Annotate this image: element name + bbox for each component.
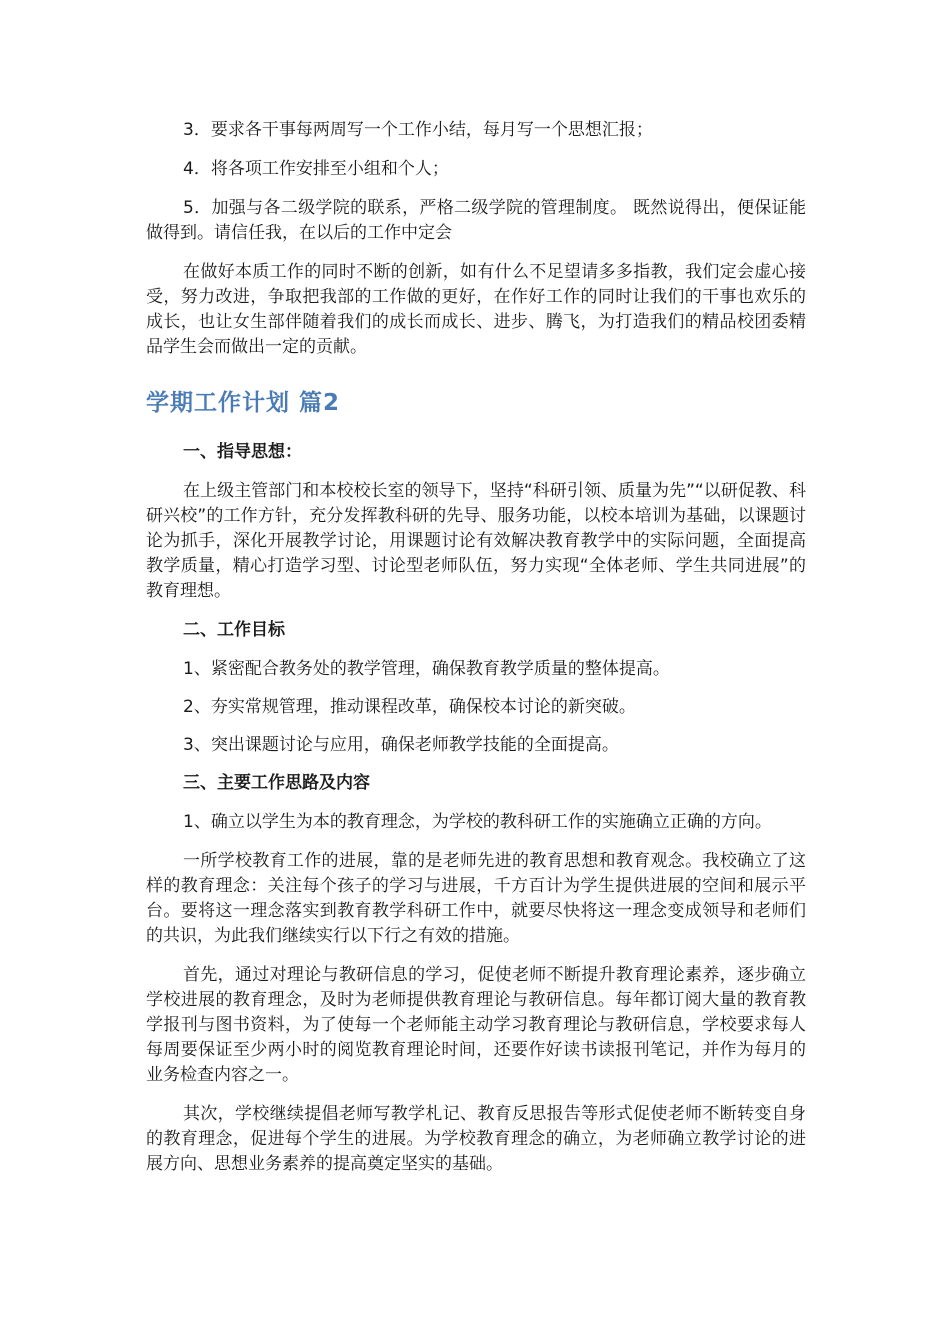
goal-item-2: 2、夯实常规管理，推动课程改革，确保校本讨论的新突破。 (183, 697, 636, 717)
subheading-guiding-thought: 一、指导思想： (183, 442, 302, 462)
goal-item-3: 3、突出课题讨论与应用，确保老师教学技能的全面提高。 (183, 735, 619, 755)
goal-item-1: 1、紧密配合教务处的教学管理，确保教育教学质量的整体提高。 (183, 659, 670, 679)
section-heading: 学期工作计划 篇2 (146, 390, 341, 416)
paragraph-guiding-thought: 在上级主管部门和本校校长室的领导下，坚持“科研引领、质量为先”“以研促教、科研兴校”的工作方针，充分发挥教科研的先导、服务功能，以校本培训为基础，以课题讨论为抓手，深化开展教学讨论，用课题讨论有效解决教育教学中的实际问题，全面提高教学质量，精心打造学习型、讨论型老师队伍，努力实现“全体老师、学生共同进展”的教育理想。 (146, 481, 806, 601)
paragraph-item-3: 3．要求各干事每两周写一个工作小结，每月写一个思想汇报； (183, 120, 653, 140)
paragraph-main-ideas-1: 1、确立以学生为本的教育理念，为学校的教科研工作的实施确立正确的方向。 (183, 812, 772, 832)
subheading-main-ideas: 三、主要工作思路及内容 (183, 773, 370, 793)
paragraph-main-ideas-3: 首先，通过对理论与教研信息的学习，促使老师不断提升教育理论素养，逐步确立学校进展的教育理念，及时为老师提供教育理论与教研信息。每年都订阅大量的教育教学报刊与图书资料，为了使每一个老师能主动学习教育理论与教研信息，学校要求每人每周要保证至少两小时的阅览教育理论时间，还要作好读书读报刊笔记，并作为每月的业务检查内容之一。 (146, 965, 806, 1085)
document-page (146, 118, 806, 1191)
paragraph-item-5: 5．加强与各二级学院的联系，严格二级学院的管理制度。 既然说得出，便保证能做得到。请信任我，在以后的工作中定会 (146, 198, 806, 243)
paragraph-main-ideas-2: 一所学校教育工作的进展，靠的是老师先进的教育思想和教育观念。我校确立了这样的教育理念：关注每个孩子的学习与进展，千方百计为学生提供进展的空间和展示平台。要将这一理念落实到教育教学科研工作中，就要尽快将这一理念变成领导和老师们的共识，为此我们继续实行以下行之有效的措施。 (146, 851, 806, 946)
paragraph-closing: 在做好本质工作的同时不断的创新，如有什么不足望请多多指教，我们定会虚心接受，努力改进，争取把我部的工作做的更好，在作好工作的同时让我们的干事也欢乐的成长，也让女生部伴随着我们的成长而成长、进步、腾飞，为打造我们的精品校团委精品学生会而做出一定的贡献。 (146, 262, 806, 357)
subheading-work-goals: 二、工作目标 (183, 620, 285, 640)
paragraph-item-4: 4．将各项工作安排至小组和个人； (183, 159, 449, 179)
paragraph-main-ideas-4: 其次，学校继续提倡老师写教学札记、教育反思报告等形式促使老师不断转变自身的教育理念，促进每个学生的进展。为学校教育理念的确立，为老师确立教学讨论的进展方向、思想业务素养的提高奠定坚实的基础。 (146, 1104, 806, 1174)
